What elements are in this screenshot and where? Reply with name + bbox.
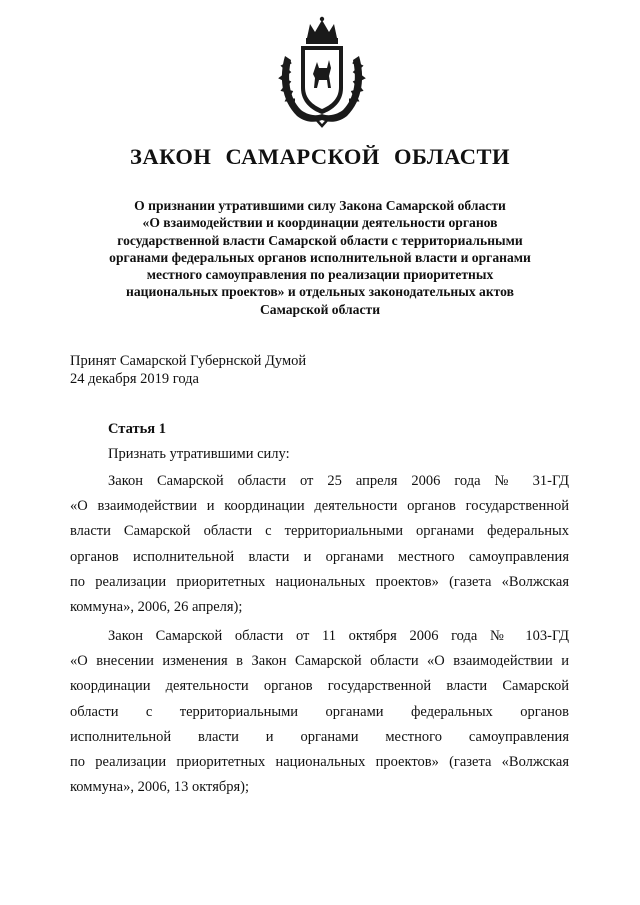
article-intro: Признать утратившими силу: bbox=[108, 446, 290, 462]
subject-line: О признании утратившими силу Закона Самарской области bbox=[134, 198, 506, 213]
repealed-law-paragraph bbox=[70, 624, 569, 800]
subject-line: органами федеральных органов исполнительной власти и органами bbox=[109, 249, 531, 265]
paragraph-line: «О внесении изменения в Закон Самарской области «О взаимодействии и bbox=[70, 653, 569, 670]
law-subject bbox=[70, 197, 570, 318]
paragraph-line: «О взаимодействии и координации деятельности органов государственной bbox=[70, 498, 569, 515]
article-heading: Статья 1 bbox=[108, 421, 166, 437]
repealed-law-paragraph bbox=[70, 469, 569, 620]
adoption-body: Принят Самарской Губернской Думой bbox=[70, 353, 307, 369]
law-title-word: САМАРСКОЙ bbox=[225, 144, 380, 169]
paragraph-line: области с территориальными органами федеральных органов bbox=[70, 703, 569, 720]
law-title-word: ЗАКОН bbox=[130, 144, 212, 169]
paragraph-line: органов исполнительной власти и органами местного самоуправления bbox=[70, 548, 569, 565]
paragraph-line: коммуна», 2006, 13 октября); bbox=[70, 779, 250, 796]
paragraph-line: по реализации приоритетных национальных проектов» (газета «Волжская bbox=[70, 573, 569, 590]
subject-line: национальных проектов» и отдельных законодательных актов bbox=[126, 284, 514, 300]
law-title bbox=[0, 144, 640, 170]
subject-line: «О взаимодействии и координации деятельности органов bbox=[142, 215, 498, 231]
subject-line: Самарской области bbox=[259, 301, 381, 317]
paragraph-line: координации деятельности органов государственной власти Самарской bbox=[70, 678, 569, 695]
law-title-word: ОБЛАСТИ bbox=[394, 144, 510, 169]
subject-line: государственной власти Самарской области с территориальными bbox=[117, 232, 523, 248]
paragraph-line: исполнительной власти и органами местного самоуправления bbox=[70, 728, 569, 745]
coat-of-arms-emblem bbox=[277, 16, 367, 128]
adoption-block bbox=[70, 352, 306, 388]
paragraph-line: коммуна», 2006, 26 апреля); bbox=[70, 598, 243, 615]
paragraph-line: власти Самарской области с территориальными органами федеральных bbox=[70, 523, 569, 540]
paragraph-line: Закон Самарской области от 11 октября 2006 года № 103-ГД bbox=[108, 628, 569, 644]
adoption-date: 24 декабря 2019 года bbox=[70, 371, 199, 387]
paragraph-line: по реализации приоритетных национальных проектов» (газета «Волжская bbox=[70, 753, 569, 770]
subject-line: местного самоуправления по реализации приоритетных bbox=[146, 267, 494, 283]
paragraph-line: Закон Самарской области от 25 апреля 2006 года № 31-ГД bbox=[108, 473, 569, 489]
